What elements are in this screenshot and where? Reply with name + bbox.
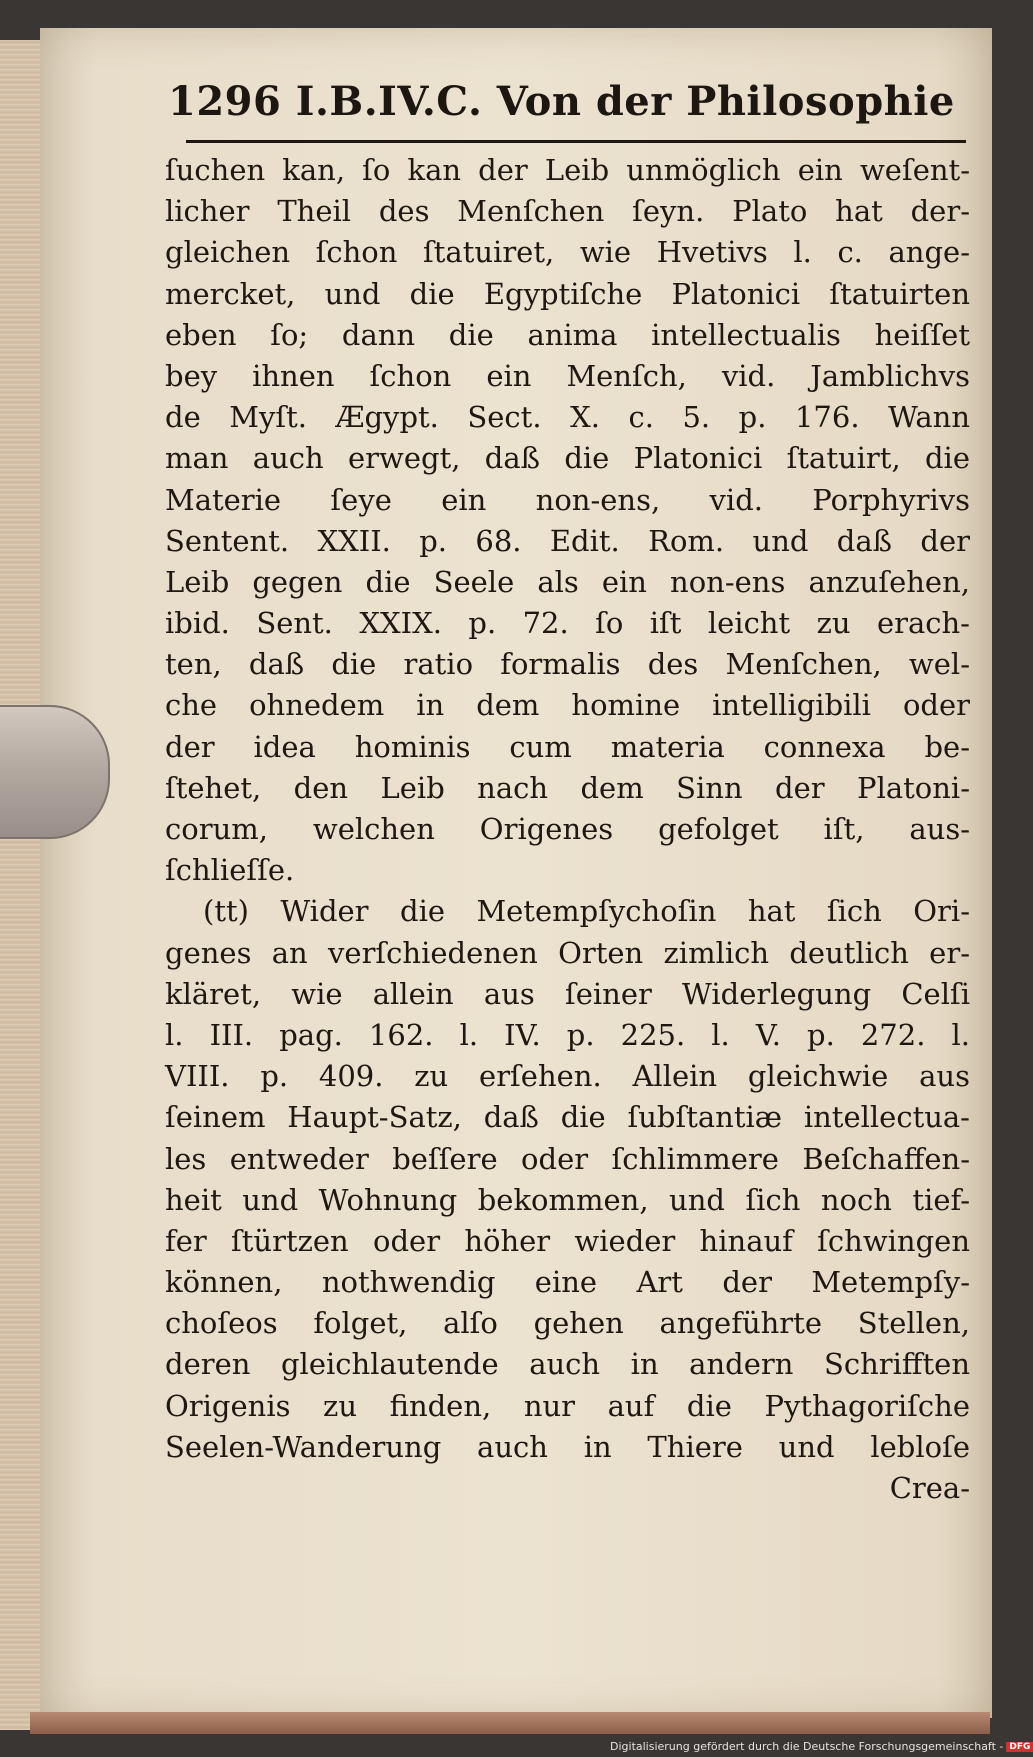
text-line: che ohnedem in dem homine intelligibili oder — [165, 688, 970, 723]
text-line: heit und Wohnung bekommen, und ſich noch tief- — [165, 1182, 970, 1217]
header-rule — [186, 140, 966, 143]
text-line: bey ihnen ſchon ein Menſch, vid. Jamblichvs — [165, 358, 970, 393]
text-line: der idea hominis cum materia connexa be- — [165, 729, 970, 764]
text-line: gleichen ſchon ſtatuiret, wie Hvetivs l. c. ange- — [165, 235, 970, 270]
text-line: fer ſtürtzen oder höher wieder hinauf ſchwingen — [165, 1223, 970, 1258]
text-line: deren gleichlautende auch in andern Schrifften — [165, 1347, 970, 1382]
text-line: VIII. p. 409. zu erſehen. Allein gleichwie aus — [165, 1059, 970, 1094]
text-line: genes an verſchiedenen Orten zimlich deutlich er- — [165, 935, 970, 970]
digitization-credit — [610, 1740, 1031, 1756]
text-line: man auch erwegt, daß die Platonici ſtatuirt, die — [165, 441, 970, 476]
book-bottom-edge — [30, 1712, 990, 1734]
catchword: Crea- — [889, 1471, 970, 1505]
text-line: ſuchen kan, ſo kan der Leib unmöglich ein weſent- — [165, 153, 970, 187]
text-line: Sentent. XXII. p. 68. Edit. Rom. und daß der — [165, 523, 970, 558]
text-line: ſtehet, den Leib nach dem Sinn der Platoni- — [165, 770, 970, 805]
text-line: Leib gegen die Seele als ein non-ens anzuſehen, — [165, 564, 970, 599]
text-line: l. III. pag. 162. l. IV. p. 225. l. V. p. 272. l. — [165, 1017, 970, 1052]
text-line: ten, daß die ratio formalis des Menſchen, wel- — [165, 647, 970, 682]
text-line: Seelen-Wanderung auch in Thiere und lebloſe — [165, 1429, 970, 1464]
text-line: ibid. Sent. XXIX. p. 72. ſo iſt leicht zu erach- — [165, 606, 970, 641]
running-header: 1296 I.B.IV.C. Von der Philosophie — [168, 78, 955, 125]
text-line: kläret, wie allein aus ſeiner Widerlegung Celſi — [165, 976, 970, 1011]
text-line: licher Theil des Menſchen ſeyn. Plato hat der- — [165, 194, 970, 229]
text-line: ſeinem Haupt-Satz, daß die ſubſtantiæ intellectua- — [165, 1100, 970, 1135]
text-line: (tt) Wider die Metempſychoſin hat ſich Ori- — [203, 894, 970, 929]
text-line: mercket, und die Egyptiſche Platonici ſtatuirten — [165, 276, 970, 311]
credit-text: Digitalisierung gefördert durch die Deutsche Forschungsgemeinschaft - — [610, 1740, 1004, 1753]
text-line: les entweder beſſere oder ſchlimmere Beſchaffen- — [165, 1141, 970, 1176]
text-line: de Myſt. Ægypt. Sect. X. c. 5. p. 176. Wann — [165, 400, 970, 435]
text-line: eben ſo; dann die anima intellectualis heiſſet — [165, 317, 970, 352]
book-clasp — [0, 705, 110, 839]
text-line: können, nothwendig eine Art der Metempſy- — [165, 1265, 970, 1300]
text-line: choſeos folget, alſo gehen angeführte Stellen, — [165, 1306, 970, 1341]
text-line: ſchlieſſe. — [165, 853, 295, 888]
text-line: Origenis zu finden, nur auf die Pythagoriſche — [165, 1388, 970, 1423]
dfg-logo: DFG — [1006, 1742, 1033, 1752]
body-text — [165, 150, 970, 1509]
text-line: Materie ſeye ein non-ens, vid. Porphyrivs — [165, 482, 970, 517]
text-line: corum, welchen Origenes gefolget iſt, aus- — [165, 812, 970, 846]
